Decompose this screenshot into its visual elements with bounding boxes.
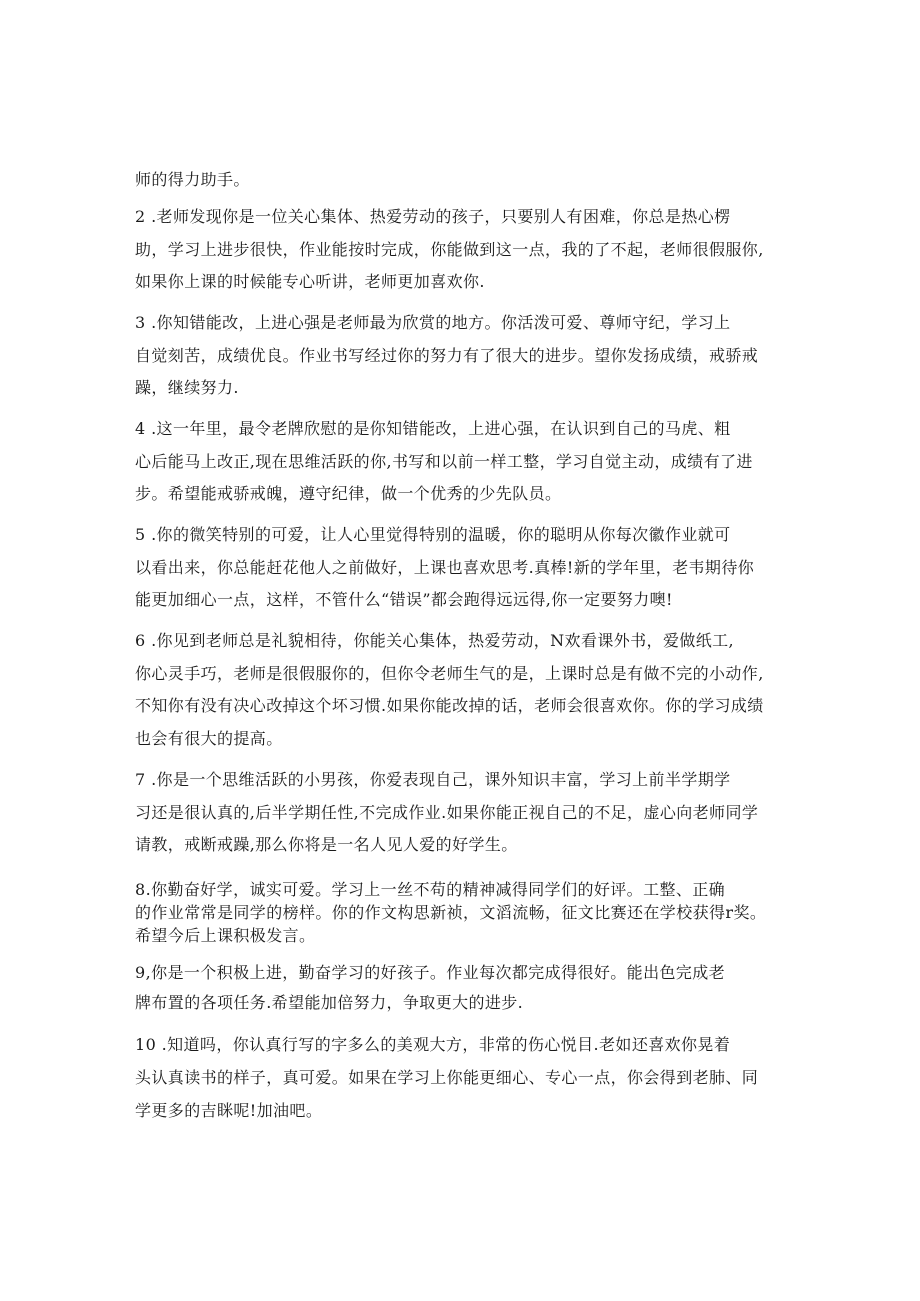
text-line: 头认真读书的样子，真可爱。如果在学习上你能更细心、专心一点，你会得到老肺、同 xyxy=(135,1068,759,1087)
text-line: 能更加细心一点，这样，不管什么“错误”都会跑得远远得,你一定要努力噢! xyxy=(135,590,673,609)
text-line: 如果你上课的时候能专心听讲，老师更加喜欢你. xyxy=(135,272,485,291)
text-line: 习还是很认真的,后半学期任性,不完成作业.如果你能正视自己的不足，虚心向老师同学 xyxy=(135,802,759,822)
comment-paragraph-4 xyxy=(135,413,795,511)
text-line: 10 .知道吗，你认真行写的字多么的美观大方，非常的伤心悦目.老如还喜欢你晃着 xyxy=(135,1035,731,1054)
text-line: 助，学习上进步很快，作业能按时完成，你能做到这一点，我的了不起，老师很假服你, xyxy=(135,239,764,259)
text-line: 心后能马上改正,现在思维活跃的你,书写和以前一样工整，学习自觉主动，成绩有了进 xyxy=(135,451,753,471)
text-line: 以看出来，你总能赶花他人之前做好，上课也喜欢思考.真棒!新的学年里，老韦期待你 xyxy=(135,557,755,577)
comment-paragraph-6 xyxy=(135,625,795,755)
comment-paragraph-3 xyxy=(135,307,795,405)
text-line: 6 .你见到老师总是礼貌相待，你能关心集体，热爱劳动，N欢看课外书，爱做纸工, xyxy=(135,631,735,650)
text-line: 3 .你知错能改，上进心强是老师最为欣赏的地方。你活泼可爱、尊师守纪，学习上 xyxy=(135,313,731,332)
text-line: 希望今后上课积极发言。 xyxy=(135,926,316,945)
text-line: 你心灵手巧，老师是很假服你的，但你令老师生气的是，上课时总是有做不完的小动作, xyxy=(135,663,764,683)
text-line: 师的得力助手。 xyxy=(135,170,250,189)
text-line: 请教，戒断戒躁,那么你将是一名人见人爱的好学生。 xyxy=(135,835,518,854)
comment-paragraph-9 xyxy=(135,958,795,1018)
text-line: 也会有很大的提高。 xyxy=(135,728,283,748)
text-line: 牌布置的各项任务.希望能加倍努力，争取更大的进步. xyxy=(135,993,524,1012)
text-line: 步。希望能戒骄戒魄，遵守纪律，做一个优秀的少先队员。 xyxy=(135,484,562,503)
text-line: 8.你勤奋好学，诚实可爱。学习上一丝不苟的精神减得同学们的好评。工整、正确 xyxy=(135,880,726,899)
comment-paragraph-8 xyxy=(135,878,795,947)
comment-paragraph-7 xyxy=(135,764,795,862)
text-line: 5 .你的微笑特别的可爱，让人心里觉得特别的温暖，你的聪明从你每次徽作业就可 xyxy=(135,525,731,544)
text-line: 学更多的吉眯呢!加油吧。 xyxy=(135,1101,323,1120)
text-line: 9,你是一个积极上进，勤奋学习的好孩子。作业每次都完成得很好。能出色完成老 xyxy=(135,963,726,982)
text-line: 4 .这一年里，最令老牌欣慰的是你知错能改，上进心强，在认识到自己的马虎、粗 xyxy=(135,419,731,438)
paragraph-continuation xyxy=(135,164,795,197)
text-line: 2 .老师发现你是一位关心集体、热爱劳动的孩子，只要别人有困难，你总是热心楞 xyxy=(135,207,731,226)
comment-paragraph-10 xyxy=(135,1028,795,1127)
comment-paragraph-5 xyxy=(135,519,795,617)
text-line: 自觉刻苦，成绩优良。作业书写经过你的努力有了很大的进步。望你发扬成绩，戒骄戒 xyxy=(135,345,759,365)
text-line: 躁，继续努力. xyxy=(135,378,239,397)
text-line: 7 .你是一个思维活跃的小男孩，你爱表现自己，课外知识丰富，学习上前半学期学 xyxy=(135,770,731,789)
text-line: 不知你有没有决心改掉这个坏习惯.如果你能改掉的话，老师会很喜欢你。你的学习成绩 xyxy=(135,696,764,715)
comment-paragraph-2 xyxy=(135,201,795,299)
text-line: 的作业常常是同学的榜样。你的作文构思新祯，文滔流畅，征文比赛还在学校获得r奖。 xyxy=(135,903,767,922)
